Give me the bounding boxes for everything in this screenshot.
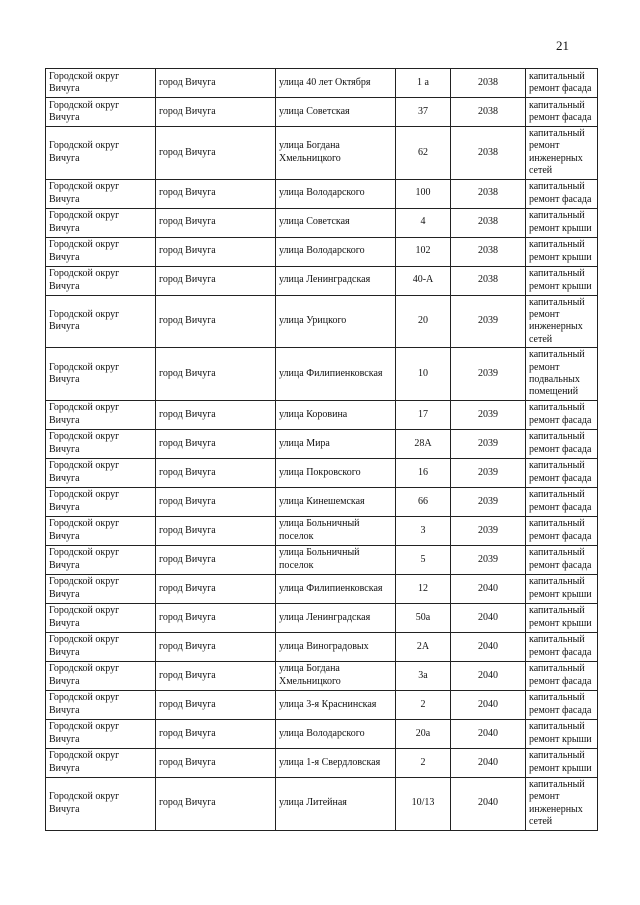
table-row [46,632,598,661]
year-cell: 2038 [451,98,526,127]
table-row [46,574,598,603]
street-cell: улица Ленинградская [276,603,396,632]
work-type-cell: капитальный ремонт подвальных помещений [526,348,598,401]
settlement-cell: город Вичуга [156,458,276,487]
settlement-cell: город Вичуга [156,348,276,401]
work-type-cell: капитальный ремонт фасада [526,632,598,661]
year-cell: 2040 [451,719,526,748]
table-row [46,266,598,295]
municipality-cell: Городской округ Вичуга [46,545,156,574]
house-number-cell: 5 [396,545,451,574]
work-type-cell: капитальный ремонт фасада [526,516,598,545]
year-cell: 2039 [451,348,526,401]
work-type-cell: капитальный ремонт фасада [526,69,598,98]
page-number: 21 [556,38,569,53]
year-cell: 2039 [451,458,526,487]
table-row [46,348,598,401]
table-row [46,487,598,516]
work-type-cell: капитальный ремонт фасада [526,545,598,574]
house-number-cell: 10 [396,348,451,401]
municipality-cell: Городской округ Вичуга [46,266,156,295]
repair-schedule-table [45,68,598,831]
work-type-cell: капитальный ремонт фасада [526,400,598,429]
municipality-cell: Городской округ Вичуга [46,237,156,266]
settlement-cell: город Вичуга [156,574,276,603]
municipality-cell: Городской округ Вичуга [46,458,156,487]
municipality-cell: Городской округ Вичуга [46,487,156,516]
year-cell: 2040 [451,661,526,690]
year-cell: 2040 [451,777,526,830]
municipality-cell: Городской округ Вичуга [46,516,156,545]
year-cell: 2039 [451,545,526,574]
table-row [46,458,598,487]
house-number-cell: 1 а [396,69,451,98]
table-body [46,69,598,831]
settlement-cell: город Вичуга [156,69,276,98]
table-row [46,661,598,690]
year-cell: 2038 [451,208,526,237]
table-row [46,98,598,127]
settlement-cell: город Вичуга [156,266,276,295]
work-type-cell: капитальный ремонт фасада [526,179,598,208]
municipality-cell: Городской округ Вичуга [46,748,156,777]
house-number-cell: 50а [396,603,451,632]
table-row [46,690,598,719]
year-cell: 2040 [451,632,526,661]
house-number-cell: 20 [396,295,451,348]
work-type-cell: капитальный ремонт фасада [526,458,598,487]
municipality-cell: Городской округ Вичуга [46,603,156,632]
table-row [46,545,598,574]
settlement-cell: город Вичуга [156,719,276,748]
house-number-cell: 66 [396,487,451,516]
house-number-cell: 17 [396,400,451,429]
municipality-cell: Городской округ Вичуга [46,400,156,429]
work-type-cell: капитальный ремонт крыши [526,574,598,603]
year-cell: 2040 [451,690,526,719]
settlement-cell: город Вичуга [156,632,276,661]
house-number-cell: 12 [396,574,451,603]
house-number-cell: 3 [396,516,451,545]
year-cell: 2040 [451,748,526,777]
house-number-cell: 37 [396,98,451,127]
settlement-cell: город Вичуга [156,400,276,429]
street-cell: улица Ленинградская [276,266,396,295]
municipality-cell: Городской округ Вичуга [46,208,156,237]
municipality-cell: Городской округ Вичуга [46,348,156,401]
settlement-cell: город Вичуга [156,237,276,266]
municipality-cell: Городской округ Вичуга [46,690,156,719]
house-number-cell: 3а [396,661,451,690]
street-cell: улица Советская [276,98,396,127]
year-cell: 2039 [451,429,526,458]
year-cell: 2039 [451,400,526,429]
municipality-cell: Городской округ Вичуга [46,179,156,208]
table-row [46,69,598,98]
settlement-cell: город Вичуга [156,661,276,690]
table-row [46,127,598,180]
street-cell: улица Филипиенковская [276,574,396,603]
house-number-cell: 2А [396,632,451,661]
municipality-cell: Городской округ Вичуга [46,98,156,127]
table-row [46,719,598,748]
house-number-cell: 20а [396,719,451,748]
street-cell: улица Кинешемская [276,487,396,516]
table-row [46,295,598,348]
settlement-cell: город Вичуга [156,516,276,545]
table-row [46,516,598,545]
year-cell: 2038 [451,69,526,98]
street-cell: улица Больничный поселок [276,516,396,545]
settlement-cell: город Вичуга [156,487,276,516]
work-type-cell: капитальный ремонт крыши [526,719,598,748]
table-row [46,179,598,208]
work-type-cell: капитальный ремонт крыши [526,208,598,237]
street-cell: улица Володарского [276,179,396,208]
street-cell: улица Советская [276,208,396,237]
street-cell: улица 3-я Краснинская [276,690,396,719]
table-row [46,208,598,237]
work-type-cell: капитальный ремонт инженерных сетей [526,777,598,830]
street-cell: улица 40 лет Октября [276,69,396,98]
street-cell: улица Богдана Хмельницкого [276,661,396,690]
street-cell: улица Виноградовых [276,632,396,661]
street-cell: улица Мира [276,429,396,458]
work-type-cell: капитальный ремонт инженерных сетей [526,127,598,180]
municipality-cell: Городской округ Вичуга [46,429,156,458]
house-number-cell: 40-А [396,266,451,295]
municipality-cell: Городской округ Вичуга [46,632,156,661]
settlement-cell: город Вичуга [156,429,276,458]
house-number-cell: 10/13 [396,777,451,830]
municipality-cell: Городской округ Вичуга [46,777,156,830]
settlement-cell: город Вичуга [156,690,276,719]
street-cell: улица Богдана Хмельницкого [276,127,396,180]
year-cell: 2039 [451,295,526,348]
table-row [46,603,598,632]
year-cell: 2038 [451,266,526,295]
house-number-cell: 100 [396,179,451,208]
house-number-cell: 4 [396,208,451,237]
table-row [46,777,598,830]
house-number-cell: 102 [396,237,451,266]
street-cell: улица Покровского [276,458,396,487]
street-cell: улица Володарского [276,237,396,266]
municipality-cell: Городской округ Вичуга [46,295,156,348]
year-cell: 2038 [451,179,526,208]
house-number-cell: 2 [396,690,451,719]
work-type-cell: капитальный ремонт крыши [526,237,598,266]
settlement-cell: город Вичуга [156,295,276,348]
settlement-cell: город Вичуга [156,545,276,574]
work-type-cell: капитальный ремонт фасада [526,690,598,719]
house-number-cell: 16 [396,458,451,487]
work-type-cell: капитальный ремонт фасада [526,661,598,690]
settlement-cell: город Вичуга [156,179,276,208]
settlement-cell: город Вичуга [156,748,276,777]
settlement-cell: город Вичуга [156,777,276,830]
street-cell: улица Филипиенковская [276,348,396,401]
table-row [46,400,598,429]
house-number-cell: 62 [396,127,451,180]
table-row [46,429,598,458]
table-row [46,237,598,266]
year-cell: 2038 [451,237,526,266]
year-cell: 2040 [451,603,526,632]
street-cell: улица Коровина [276,400,396,429]
street-cell: улица Урицкого [276,295,396,348]
table-row [46,748,598,777]
settlement-cell: город Вичуга [156,603,276,632]
municipality-cell: Городской округ Вичуга [46,69,156,98]
street-cell: улица Володарского [276,719,396,748]
work-type-cell: капитальный ремонт фасада [526,98,598,127]
year-cell: 2040 [451,574,526,603]
municipality-cell: Городской округ Вичуга [46,661,156,690]
year-cell: 2038 [451,127,526,180]
year-cell: 2039 [451,516,526,545]
year-cell: 2039 [451,487,526,516]
settlement-cell: город Вичуга [156,98,276,127]
settlement-cell: город Вичуга [156,127,276,180]
street-cell: улица 1-я Свердловская [276,748,396,777]
municipality-cell: Городской округ Вичуга [46,127,156,180]
house-number-cell: 28А [396,429,451,458]
municipality-cell: Городской округ Вичуга [46,719,156,748]
work-type-cell: капитальный ремонт крыши [526,748,598,777]
municipality-cell: Городской округ Вичуга [46,574,156,603]
work-type-cell: капитальный ремонт фасада [526,429,598,458]
work-type-cell: капитальный ремонт фасада [526,487,598,516]
work-type-cell: капитальный ремонт инженерных сетей [526,295,598,348]
settlement-cell: город Вичуга [156,208,276,237]
work-type-cell: капитальный ремонт крыши [526,266,598,295]
street-cell: улица Литейная [276,777,396,830]
work-type-cell: капитальный ремонт крыши [526,603,598,632]
street-cell: улица Больничный поселок [276,545,396,574]
house-number-cell: 2 [396,748,451,777]
